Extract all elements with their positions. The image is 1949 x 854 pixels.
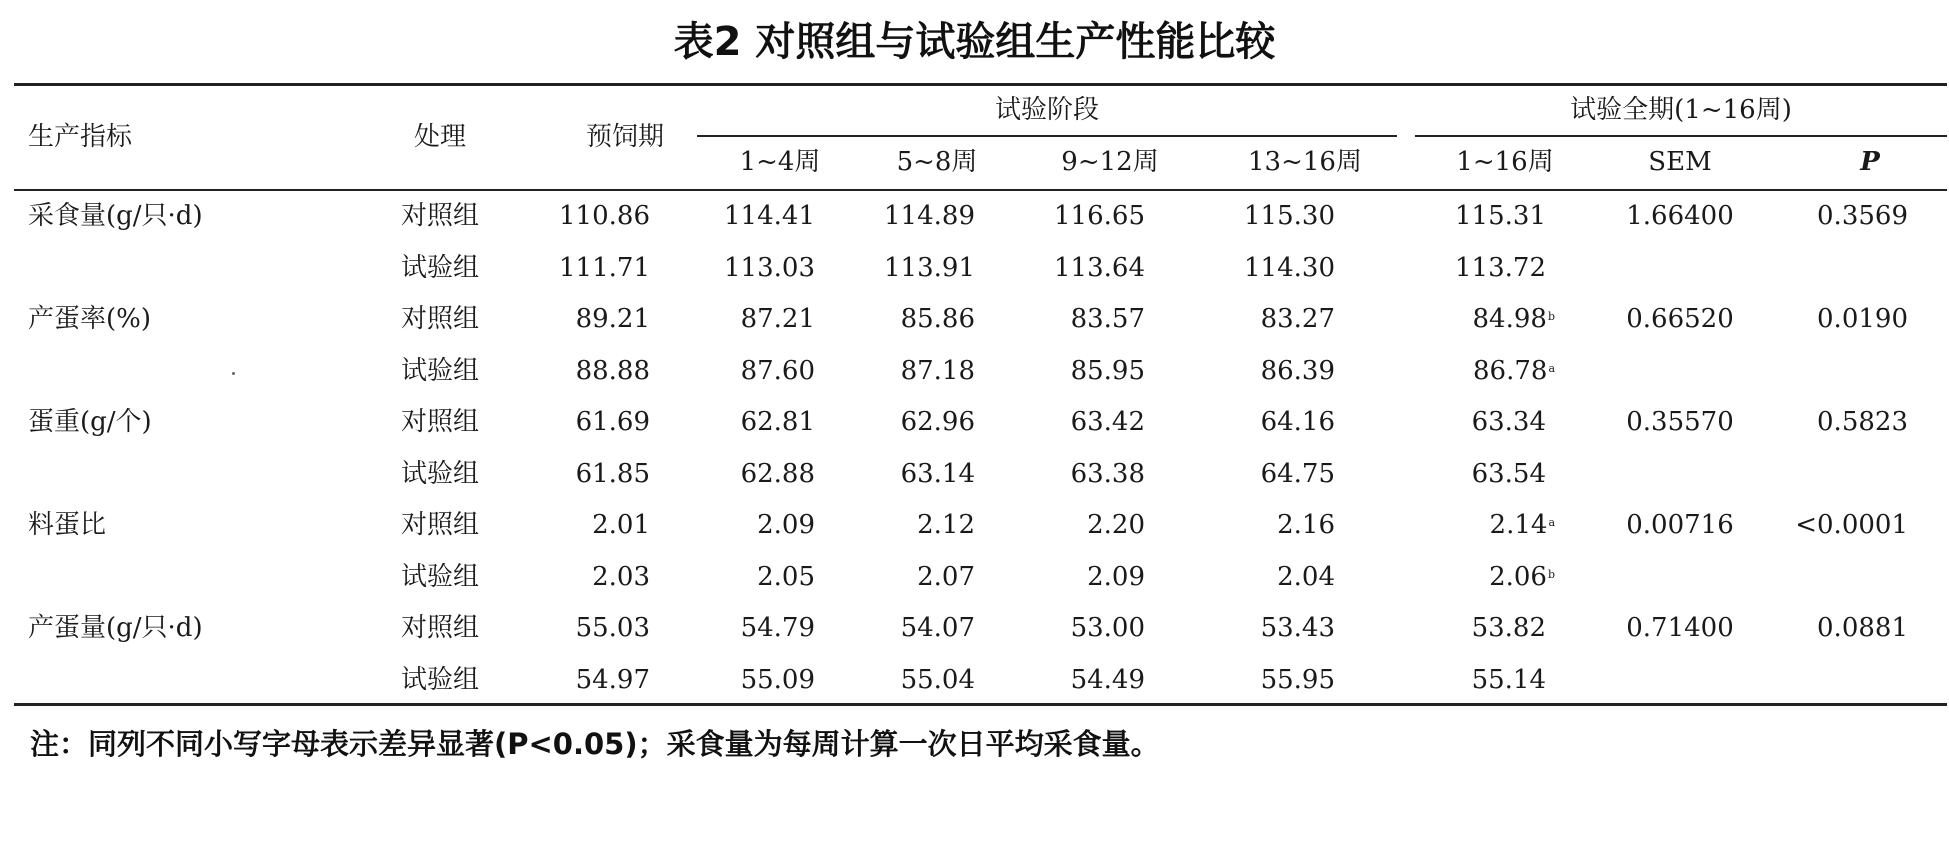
cell-treatment: 试验组	[400, 459, 479, 489]
cell-stage-4: 115.30	[1244, 201, 1335, 231]
cell-stage-1: 62.81	[740, 407, 815, 437]
cell-stage-2: 2.07	[917, 562, 975, 592]
cell-stage-1: 113.03	[724, 253, 815, 283]
cell-full: 2.14$^a$	[1489, 510, 1555, 540]
cell-stage-2: 87.18	[900, 356, 975, 386]
cell-stage-3: 63.42	[1070, 407, 1145, 437]
cell-stage-4: 86.39	[1260, 356, 1335, 386]
cell-full: 63.54	[1471, 459, 1546, 489]
cell-stage-2: 54.07	[900, 613, 975, 643]
significance-letter: a	[1548, 516, 1555, 529]
header-stage-4: 13~16周	[1248, 147, 1362, 177]
cell-stage-4: 83.27	[1260, 304, 1335, 334]
cell-full: 63.34	[1471, 407, 1546, 437]
cell-p: <0.0001	[1795, 510, 1908, 540]
cell-stage-4: 55.95	[1260, 665, 1335, 695]
cell-stage-3: 53.00	[1070, 613, 1145, 643]
cell-stage-3: 54.49	[1070, 665, 1145, 695]
cell-full: 84.98$^b$	[1472, 304, 1555, 334]
cell-pre: 88.88	[575, 356, 650, 386]
cell-full: 115.31	[1455, 201, 1546, 231]
cell-metric: 料蛋比	[28, 510, 107, 540]
cell-p: 0.0881	[1817, 613, 1908, 643]
cell-full: 86.78$^a$	[1473, 356, 1555, 386]
cell-full: 53.82	[1471, 613, 1546, 643]
cell-stage-4: 64.16	[1260, 407, 1335, 437]
cell-treatment: 试验组	[400, 253, 479, 283]
cell-p: 0.3569	[1817, 201, 1908, 231]
cell-pre: 111.71	[559, 253, 650, 283]
cell-stage-2: 62.96	[900, 407, 975, 437]
cell-pre: 61.85	[575, 459, 650, 489]
cell-full: 113.72	[1455, 253, 1546, 283]
cell-stage-4: 53.43	[1260, 613, 1335, 643]
cell-stage-3: 63.38	[1070, 459, 1145, 489]
cell-pre: 54.97	[575, 665, 650, 695]
cell-metric: 蛋重(g/个)	[28, 407, 152, 437]
cell-pre: 110.86	[559, 201, 650, 231]
header-p: P	[1860, 147, 1880, 177]
cell-sem: 0.35570	[1626, 407, 1734, 437]
header-stage-1: 1~4周	[739, 147, 821, 177]
cell-stage-4: 64.75	[1260, 459, 1335, 489]
cell-treatment: 对照组	[400, 613, 479, 643]
header-sem: SEM	[1648, 147, 1712, 177]
significance-letter: b	[1547, 310, 1555, 323]
header-stage-group: 试验阶段	[994, 95, 1099, 125]
cell-stage-3: 2.20	[1087, 510, 1145, 540]
cell-pre: 89.21	[575, 304, 650, 334]
cell-stage-3: 116.65	[1054, 201, 1145, 231]
cell-stage-2: 55.04	[900, 665, 975, 695]
header-treatment: 处理	[413, 122, 466, 152]
cell-stage-1: 54.79	[740, 613, 815, 643]
cell-stage-1: 87.21	[740, 304, 815, 334]
cell-metric: 产蛋量(g/只·d)	[28, 613, 203, 643]
cell-stage-1: 2.09	[757, 510, 815, 540]
cell-treatment: 试验组	[400, 562, 479, 592]
cell-pre: 61.69	[575, 407, 650, 437]
cell-sem: 0.00716	[1626, 510, 1734, 540]
full-subrule	[1415, 135, 1947, 137]
cell-stage-2: 114.89	[884, 201, 975, 231]
cell-stage-2: 2.12	[917, 510, 975, 540]
cell-stage-1: 62.88	[740, 459, 815, 489]
cell-stage-3: 83.57	[1070, 304, 1145, 334]
significance-letter: a	[1548, 362, 1555, 375]
cell-p: 0.5823	[1817, 407, 1908, 437]
cell-sem: 1.66400	[1626, 201, 1734, 231]
cell-stage-4: 2.16	[1277, 510, 1335, 540]
header-pre: 预饲期	[585, 122, 664, 152]
header-full-group: 试验全期(1~16周)	[1570, 95, 1792, 125]
table-title: 表2 对照组与试验组生产性能比较	[673, 19, 1276, 65]
top-rule	[14, 83, 1947, 86]
header-rule	[14, 189, 1947, 191]
cell-metric: 产蛋率(%)	[28, 304, 151, 334]
cell-stage-3: 2.09	[1087, 562, 1145, 592]
header-metric: 生产指标	[28, 122, 133, 152]
scan-speck	[232, 372, 235, 375]
header-stage-3: 9~12周	[1061, 147, 1159, 177]
cell-stage-3: 85.95	[1070, 356, 1145, 386]
cell-stage-1: 55.09	[740, 665, 815, 695]
significance-letter: b	[1547, 568, 1555, 581]
cell-treatment: 对照组	[400, 510, 479, 540]
cell-p: 0.0190	[1817, 304, 1908, 334]
cell-treatment: 对照组	[400, 304, 479, 334]
cell-stage-4: 2.04	[1277, 562, 1335, 592]
cell-stage-2: 113.91	[884, 253, 975, 283]
cell-stage-4: 114.30	[1244, 253, 1335, 283]
cell-treatment: 对照组	[400, 201, 479, 231]
header-stage-2: 5~8周	[896, 147, 978, 177]
header-full-1: 1~16周	[1456, 147, 1554, 177]
cell-treatment: 试验组	[400, 356, 479, 386]
cell-stage-1: 114.41	[724, 201, 815, 231]
cell-stage-3: 113.64	[1054, 253, 1145, 283]
cell-treatment: 试验组	[400, 665, 479, 695]
cell-pre: 55.03	[575, 613, 650, 643]
stage-subrule	[697, 135, 1397, 137]
cell-metric: 采食量(g/只·d)	[28, 201, 203, 231]
table-note: 注：同列不同小写字母表示差异显著(P<0.05)；采食量为每周计算一次日平均采食量。	[30, 727, 1160, 761]
cell-pre: 2.03	[592, 562, 650, 592]
cell-sem: 0.66520	[1626, 304, 1734, 334]
cell-full: 2.06$^b$	[1489, 562, 1555, 592]
cell-full: 55.14	[1471, 665, 1546, 695]
cell-stage-2: 63.14	[900, 459, 975, 489]
bottom-rule	[14, 703, 1947, 706]
cell-treatment: 对照组	[400, 407, 479, 437]
cell-stage-1: 2.05	[757, 562, 815, 592]
cell-stage-1: 87.60	[740, 356, 815, 386]
cell-pre: 2.01	[592, 510, 650, 540]
cell-sem: 0.71400	[1626, 613, 1734, 643]
cell-stage-2: 85.86	[900, 304, 975, 334]
